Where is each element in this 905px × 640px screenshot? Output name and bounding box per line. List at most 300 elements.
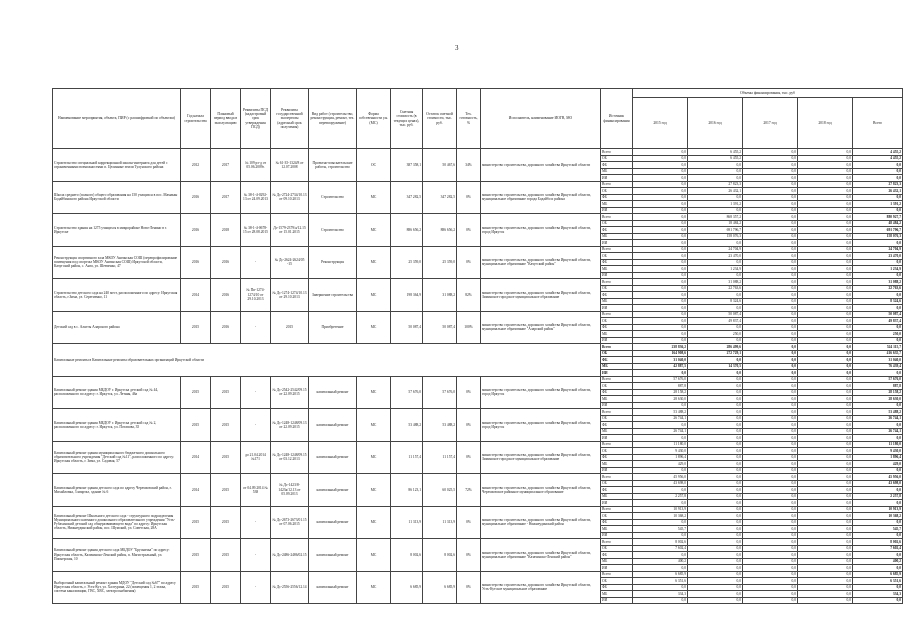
funding-cell: 0,0: [688, 409, 743, 416]
project-exp: № Дс-2624-2624/05 -15: [271, 246, 309, 279]
funding-cell: 0,0: [743, 526, 798, 533]
funding-cell: 1 234,9: [853, 266, 903, 273]
funding-cell: 887,8: [633, 383, 688, 390]
project-work: Реконструкция: [309, 246, 357, 279]
source-label: МБ: [601, 201, 633, 208]
funding-cell: 26 744,1: [633, 415, 688, 422]
funding-cell: 0,0: [798, 506, 853, 513]
funding-cell: 0,0: [853, 552, 903, 559]
source-label: ФБ: [601, 292, 633, 299]
funding-cell: 0,0: [688, 552, 743, 559]
funding-cell: 0,0: [688, 539, 743, 546]
project-ready: 82%: [457, 279, 481, 312]
funding-cell: 0,0: [798, 532, 853, 539]
repair-name: Капитальный ремонт здания детского сада МБДОУ "Брусничка" по адресу: Иркутская область, Казачинско-Ленский район, п. Магистральный, ул. Пионерская, 10: [53, 539, 181, 572]
funding-cell: 0,0: [743, 175, 798, 182]
repair-ready: 72%: [457, 474, 481, 507]
source-label: Всего: [601, 409, 633, 416]
funding-cell: 0,0: [688, 435, 743, 442]
funding-cell: 0,0: [688, 415, 743, 422]
funding-cell: 0,0: [688, 402, 743, 409]
funding-cell: 31 088,2: [853, 279, 903, 286]
section-funding-cell: 0,0: [743, 370, 798, 377]
funding-cell: 0,0: [633, 532, 688, 539]
funding-cell: 0,0: [688, 162, 743, 169]
funding-cell: 7 602,4: [633, 545, 688, 552]
repair-own: МС: [357, 409, 391, 442]
source-label: МБ: [601, 591, 633, 598]
header-start-year: Год начала строительства: [181, 89, 211, 149]
funding-cell: 10 913,9: [633, 506, 688, 513]
repair-exec: министерство строительства, дорожного хозяйства Иркутской области, город Иркутск: [481, 376, 601, 409]
repair-psd: -: [241, 571, 271, 604]
project-name: Детский сад в с. Алягты Аларского района: [53, 311, 181, 344]
repair-rem: 8 002,6: [423, 539, 457, 572]
repair-cost: 86 123,1: [391, 474, 423, 507]
section-funding-cell: 238 836,2: [633, 344, 688, 351]
funding-cell: 0,0: [633, 214, 688, 221]
section-funding-cell: 0,0: [798, 363, 853, 370]
funding-cell: 0,0: [743, 285, 798, 292]
project-exp: Дс-1579-2379/а/12.15 от 15.01.2015: [271, 214, 309, 247]
project-own: МС: [357, 181, 391, 214]
funding-cell: 0,0: [798, 175, 853, 182]
funding-cell: 0,0: [633, 266, 688, 273]
funding-cell: 0,0: [798, 558, 853, 565]
funding-cell: 0,0: [743, 337, 798, 344]
funding-cell: 27 823,3: [853, 181, 903, 188]
source-label: МБ: [601, 168, 633, 175]
funding-cell: 24 704,9: [688, 246, 743, 253]
project-exec: министерство строительства, дорожного хозяйства Иркутской области, муниципальное образование "Качугский район": [481, 246, 601, 279]
funding-cell: 0,0: [853, 168, 903, 175]
funding-cell: 0,0: [798, 396, 853, 403]
funding-cell: 10 368,2: [853, 513, 903, 520]
header-total: Всего: [853, 98, 903, 149]
funding-cell: 0,0: [688, 565, 743, 572]
funding-cell: 9 430,0: [633, 448, 688, 455]
funding-cell: 0,0: [688, 207, 743, 214]
source-label: ИИ: [601, 175, 633, 182]
funding-cell: 0,0: [798, 578, 853, 585]
repair-own: МС: [357, 376, 391, 409]
project-exp: 2015: [271, 311, 309, 344]
source-label: ФБ: [601, 422, 633, 429]
project-exec: министерство строительства, дорожного хозяйства Иркутской области, Зиминское городское муниципальное образование: [481, 279, 601, 312]
source-label: ИИ: [601, 597, 633, 604]
source-label: МБ: [601, 363, 633, 370]
project-name: Строительство здания на 1275 учащихся в микрорайоне Ново-Ленино в г. Иркутске: [53, 214, 181, 247]
section-funding-cell: 0,0: [798, 350, 853, 357]
section-funding-cell: 0,0: [853, 370, 903, 377]
funding-cell: 0,0: [743, 168, 798, 175]
funding-cell: 45 956,0: [633, 474, 688, 481]
funding-cell: 8 324,6: [853, 298, 903, 305]
funding-cell: 0,0: [798, 181, 853, 188]
repair-rem: 6 685,9: [423, 571, 457, 604]
repair-cost: 11 313,9: [391, 506, 423, 539]
project-name: Строительство детского сада на 240 мест, расположенного по адресу: Иркутская область, г.Зима, ул. Серегиенко, 11: [53, 279, 181, 312]
repair-name: Капитальный ремонт здания МБДОУ г. Иркутска детский сад № 44, расположенного по адресу: г. Иркутск, ул. Летняя, 46а: [53, 376, 181, 409]
repair-cost: 11 157,4: [391, 441, 423, 474]
funding-cell: 6 685,9: [853, 571, 903, 578]
project-ready: 0%: [457, 181, 481, 214]
funding-cell: 6 685,9: [633, 571, 688, 578]
funding-table: [52, 88, 903, 604]
project-own: МС: [357, 214, 391, 247]
funding-cell: 0,0: [633, 162, 688, 169]
project-exec: министерство строительства, дорожного хозяйства Иркутской области: [481, 149, 601, 182]
funding-cell: 7 602,4: [853, 545, 903, 552]
funding-cell: 0,0: [743, 448, 798, 455]
source-label: ОБ: [601, 415, 633, 422]
funding-cell: 0,0: [798, 246, 853, 253]
funding-cell: 0,0: [743, 500, 798, 507]
funding-cell: 0,0: [633, 565, 688, 572]
funding-cell: 0,0: [688, 578, 743, 585]
repair-work: капитальный ремонт: [309, 376, 357, 409]
header-remaining: Остаток сметной стоимости, тыс. руб.: [423, 89, 457, 149]
funding-cell: 0,0: [743, 214, 798, 221]
funding-cell: 26 744,1: [853, 428, 903, 435]
funding-cell: 0,0: [743, 240, 798, 247]
repair-ready: 0%: [457, 539, 481, 572]
funding-cell: 0,0: [743, 162, 798, 169]
funding-cell: 0,0: [798, 266, 853, 273]
funding-cell: 0,0: [688, 461, 743, 468]
repair-rem: 57 676,0: [423, 376, 457, 409]
funding-cell: 0,0: [688, 545, 743, 552]
header-cost: Сметная стоимость (в текущих ценах), тыс. руб.: [391, 89, 423, 149]
funding-cell: 0,0: [688, 571, 743, 578]
source-label: ИИ: [601, 272, 633, 279]
funding-cell: 0,0: [743, 480, 798, 487]
header-2015: 2015 год: [633, 98, 688, 149]
repair-name: Капитальный ремонт здания муниципального бюджетного дошкольного образовательного учреждения "Детский сад №11", расположенного по адресу: Иркутская область, г. Зима, ул. Садовая, 57: [53, 441, 181, 474]
funding-cell: 0,0: [853, 519, 903, 526]
funding-cell: 2 257,8: [633, 493, 688, 500]
funding-cell: 0,0: [633, 259, 688, 266]
funding-cell: 0,0: [743, 318, 798, 325]
project-exp: № Дс-2724-2734/10.13 от 09.10.2013: [271, 181, 309, 214]
project-rem: 31 088,2: [423, 279, 457, 312]
project-own: МС: [357, 311, 391, 344]
funding-cell: 0,0: [798, 305, 853, 312]
project-cost: 886 656,2: [391, 214, 423, 247]
funding-cell: 0,0: [743, 272, 798, 279]
repair-name: Капитальный ремонт здания детского сада по адресу Черемховский район, г. Михайловка, 3 квартал, здание № 6: [53, 474, 181, 507]
funding-cell: 0,0: [743, 389, 798, 396]
header-funding-group: Объемы финансирования, тыс. руб: [633, 89, 903, 98]
funding-cell: 0,0: [798, 318, 853, 325]
source-label: ОБ: [601, 448, 633, 455]
funding-cell: 0,0: [798, 480, 853, 487]
funding-cell: 0,0: [798, 162, 853, 169]
project-end: 2018: [211, 214, 241, 247]
header-2017: 2017 год: [743, 98, 798, 149]
funding-cell: 0,0: [688, 591, 743, 598]
section-funding-cell: 76 439,4: [853, 363, 903, 370]
header-readiness: Тех. готовность, %: [457, 89, 481, 149]
funding-cell: 334,3: [853, 591, 903, 598]
project-cost: 198 364,9: [391, 279, 423, 312]
source-label: МБ: [601, 526, 633, 533]
source-label: Всего: [601, 571, 633, 578]
funding-cell: 0,0: [633, 331, 688, 338]
source-label: ИИ: [601, 435, 633, 442]
source-label: Всего: [601, 311, 633, 318]
funding-cell: 0,0: [853, 337, 903, 344]
funding-cell: 0,0: [633, 552, 688, 559]
funding-cell: 0,0: [798, 285, 853, 292]
funding-cell: 0,0: [798, 409, 853, 416]
funding-cell: 0,0: [853, 324, 903, 331]
repair-work: капитальный ремонт: [309, 506, 357, 539]
funding-cell: 0,0: [743, 467, 798, 474]
funding-cell: 22 763,6: [688, 285, 743, 292]
repair-name: Выборочный капитальный ремонт здания МДОУ "Детский сад №67" по адресу Иркутская область, г. Усть-Кут, ул. Халтурина, 22 (помещения 1, 2 этажа, система канализации, ГВС, ХВС, электроснабжения): [53, 571, 181, 604]
funding-cell: 0,0: [633, 597, 688, 604]
funding-cell: 0,0: [798, 201, 853, 208]
funding-cell: 0,0: [798, 207, 853, 214]
repair-start: 2015: [181, 376, 211, 409]
repair-psd: -: [241, 506, 271, 539]
funding-cell: 0,0: [798, 402, 853, 409]
source-label: ОБ: [601, 383, 633, 390]
source-label: ИИ: [601, 207, 633, 214]
funding-cell: 0,0: [743, 298, 798, 305]
funding-cell: 0,0: [743, 246, 798, 253]
funding-cell: 10 368,2: [633, 513, 688, 520]
funding-cell: 0,0: [688, 454, 743, 461]
funding-cell: 400,2: [633, 558, 688, 565]
funding-cell: 0,0: [688, 513, 743, 520]
repair-end: 2015: [211, 376, 241, 409]
funding-cell: 1 391,2: [853, 201, 903, 208]
source-label: ФБ: [601, 584, 633, 591]
source-label: ФБ: [601, 552, 633, 559]
funding-cell: 0,0: [743, 233, 798, 240]
repair-start: 2014: [181, 474, 211, 507]
funding-cell: 6 455,2: [688, 149, 743, 156]
funding-cell: 0,0: [633, 298, 688, 305]
repair-own: МС: [357, 571, 391, 604]
funding-cell: 0,0: [853, 435, 903, 442]
source-label: ОБ: [601, 253, 633, 260]
funding-cell: 0,0: [798, 168, 853, 175]
funding-cell: 0,0: [798, 383, 853, 390]
funding-cell: 0,0: [798, 188, 853, 195]
funding-cell: 22 763,6: [853, 285, 903, 292]
source-label: Всего: [601, 149, 633, 156]
source-label: Всего: [601, 214, 633, 221]
funding-cell: 0,0: [743, 506, 798, 513]
source-label: ОБ: [601, 578, 633, 585]
funding-cell: 0,0: [633, 240, 688, 247]
funding-cell: 0,0: [688, 500, 743, 507]
funding-cell: 28 158,2: [853, 389, 903, 396]
funding-cell: 0,0: [688, 305, 743, 312]
funding-cell: 158 076,3: [688, 233, 743, 240]
funding-cell: 0,0: [743, 474, 798, 481]
funding-cell: 0,0: [798, 474, 853, 481]
project-name: Реконструкция спортивного зала МКОУ Ангинская СОШ (перепрофилирование помещения под спортзал МКОУ Ангинская СОШ) Иркутской области, Качугский район, с. Анга, ул. Шевченко, 47: [53, 246, 181, 279]
project-ready: 0%: [457, 246, 481, 279]
funding-cell: 27 823,3: [688, 181, 743, 188]
project-end: 2016: [211, 279, 241, 312]
funding-cell: 0,0: [743, 305, 798, 312]
source-label: Всего: [601, 181, 633, 188]
funding-cell: 880 927,7: [853, 214, 903, 221]
funding-cell: 868 357,2: [688, 214, 743, 221]
section-funding-cell: 0,0: [633, 370, 688, 377]
funding-cell: 0,0: [743, 188, 798, 195]
project-start: 2012: [181, 149, 211, 182]
repair-rem: 11 313,9: [423, 506, 457, 539]
source-label: МБ: [601, 558, 633, 565]
funding-cell: 23 470,0: [853, 253, 903, 260]
funding-cell: 250,0: [688, 331, 743, 338]
funding-cell: 0,0: [853, 532, 903, 539]
project-exec: министерство строительства, дорожного хозяйства Иркутской области, муниципальное образование "Аларский район": [481, 311, 601, 344]
funding-cell: 0,0: [743, 591, 798, 598]
funding-cell: 0,0: [743, 324, 798, 331]
repair-exec: министерство строительства, дорожного хозяйства Иркутской области, Зиминское городское муниципальное образование: [481, 441, 601, 474]
repair-exp: № Дс-2542-2542/09.15 от 22.09.2015: [271, 376, 309, 409]
funding-cell: 0,0: [798, 454, 853, 461]
repair-exp: № Дс-1248-1248/09.15 от 03.12.2013: [271, 441, 309, 474]
funding-cell: 0,0: [798, 565, 853, 572]
funding-cell: 0,0: [633, 201, 688, 208]
funding-cell: 250,0: [853, 331, 903, 338]
source-label: МБ: [601, 298, 633, 305]
header-name: Наименование мероприятия, объекта, ПИР (с расшифровкой по объектам): [53, 89, 181, 149]
funding-cell: 0,0: [853, 162, 903, 169]
header-expertise: Реквизиты государственной экспертизы (адресный срок получения): [271, 89, 309, 149]
funding-cell: 1 391,2: [688, 201, 743, 208]
funding-cell: 1 896,4: [853, 454, 903, 461]
project-exp: № Дс-1274-1274/10.13 от 29.10.2013: [271, 279, 309, 312]
funding-cell: 429,0: [633, 461, 688, 468]
source-label: МБ: [601, 331, 633, 338]
funding-cell: 545,7: [633, 526, 688, 533]
funding-cell: 0,0: [633, 149, 688, 156]
source-label: ОБ: [601, 220, 633, 227]
funding-cell: 31 088,2: [688, 279, 743, 286]
funding-cell: 0,0: [688, 175, 743, 182]
funding-cell: 0,0: [688, 194, 743, 201]
table-body: [53, 149, 903, 604]
header-2018: 2018 год: [798, 98, 853, 149]
source-label: ИИ: [601, 532, 633, 539]
funding-cell: 0,0: [688, 168, 743, 175]
project-start: 2015: [181, 311, 211, 344]
project-rem: 25 359,0: [423, 246, 457, 279]
funding-cell: 0,0: [798, 155, 853, 162]
project-cost: 347 282,5: [391, 181, 423, 214]
repair-name: Капитальный ремонт Школьного детского сада - структурного подразделения Муниципального казенного дошкольного образовательного учреждения "Усть-Рубахинский детский сад общеразвивающего вида" по адресу: Иркутская область, Нижнеудинский район, пос. Шумский, ул. Советская, 28А: [53, 506, 181, 539]
funding-cell: 8 002,6: [633, 539, 688, 546]
funding-cell: 0,0: [688, 532, 743, 539]
funding-cell: 0,0: [633, 168, 688, 175]
funding-cell: 0,0: [798, 272, 853, 279]
project-rem: 50 087,4: [423, 311, 457, 344]
funding-cell: 0,0: [688, 474, 743, 481]
project-start: 2016: [181, 246, 211, 279]
funding-cell: 0,0: [798, 149, 853, 156]
funding-cell: 48 484,2: [853, 220, 903, 227]
funding-cell: 0,0: [798, 194, 853, 201]
funding-cell: 45 956,0: [853, 474, 903, 481]
funding-cell: 43 698,0: [853, 480, 903, 487]
source-label: МБ: [601, 233, 633, 240]
project-psd: -: [241, 246, 271, 279]
funding-cell: 4 455,2: [853, 155, 903, 162]
funding-cell: 2 257,8: [853, 493, 903, 500]
repair-start: 2015: [181, 506, 211, 539]
source-label: МБ: [601, 428, 633, 435]
funding-cell: 0,0: [798, 389, 853, 396]
funding-cell: 0,0: [743, 227, 798, 234]
funding-cell: 0,0: [798, 597, 853, 604]
source-label: ИИ: [601, 240, 633, 247]
section-funding-cell: 0,0: [688, 370, 743, 377]
funding-cell: 0,0: [633, 305, 688, 312]
source-label: ФБ: [601, 259, 633, 266]
source-label: ИИ: [601, 500, 633, 507]
funding-cell: 0,0: [633, 181, 688, 188]
project-exec: министерство строительства, дорожного хозяйства Иркутской области, город Иркутск: [481, 214, 601, 247]
source-label: ОБ: [601, 350, 633, 357]
funding-cell: 0,0: [743, 194, 798, 201]
project-start: 2016: [181, 181, 211, 214]
funding-cell: 0,0: [688, 259, 743, 266]
project-start: 2014: [181, 279, 211, 312]
repair-start: 2014: [181, 441, 211, 474]
section-funding-cell: 0,0: [798, 357, 853, 364]
repair-ready: 0%: [457, 506, 481, 539]
funding-cell: 0,0: [743, 552, 798, 559]
project-cost: 50 087,4: [391, 311, 423, 344]
funding-cell: 0,0: [688, 526, 743, 533]
section-funding-cell: 0,0: [798, 344, 853, 351]
funding-cell: 0,0: [633, 402, 688, 409]
repair-work: капитальный ремонт: [309, 571, 357, 604]
funding-cell: 0,0: [798, 519, 853, 526]
funding-cell: 1 896,4: [633, 454, 688, 461]
funding-cell: 0,0: [633, 584, 688, 591]
funding-cell: 0,0: [688, 292, 743, 299]
funding-cell: 0,0: [688, 487, 743, 494]
section-funding-cell: 0,0: [688, 357, 743, 364]
funding-cell: 0,0: [853, 597, 903, 604]
repair-exec: министерство строительства, дорожного хозяйства Иркутской области, муниципальное образование - Нижнеудинский район: [481, 506, 601, 539]
section-title: Капитальные ремонты в Капитальные ремонты образовательных организаций Иркутской области: [53, 344, 601, 377]
page-number: 3: [455, 44, 459, 52]
funding-cell: 6 351,6: [853, 578, 903, 585]
funding-cell: 0,0: [688, 467, 743, 474]
funding-cell: 0,0: [688, 240, 743, 247]
section-funding-cell: 14 370,5: [688, 363, 743, 370]
funding-cell: 0,0: [798, 467, 853, 474]
section-funding-cell: 0,0: [743, 363, 798, 370]
funding-cell: 0,0: [688, 480, 743, 487]
source-label: ОБ: [601, 155, 633, 162]
funding-cell: 50 087,4: [688, 311, 743, 318]
source-label: ФБ: [601, 162, 633, 169]
funding-cell: 0,0: [743, 578, 798, 585]
source-label: МБ: [601, 461, 633, 468]
